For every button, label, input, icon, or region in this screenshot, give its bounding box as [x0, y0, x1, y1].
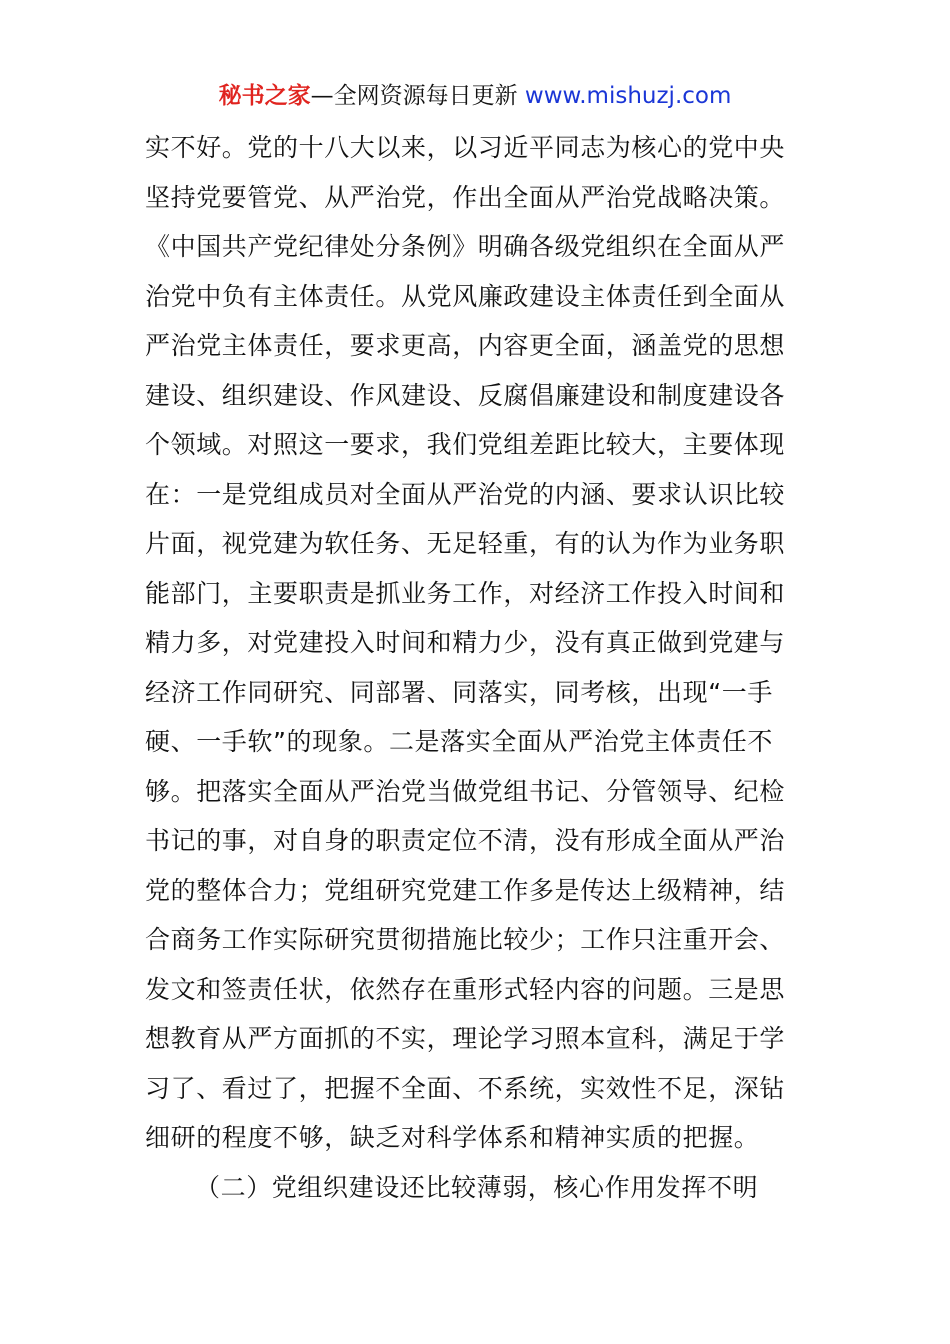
text-line: 硬、一手软”的现象。二是落实全面从严治党主体责任不: [145, 727, 773, 756]
text-line: 合商务工作实际研究贯彻措施比较少；工作只注重开会、: [145, 925, 786, 954]
site-brand: 秘书之家: [218, 83, 311, 109]
document-body: [145, 123, 810, 1212]
site-tagline: —全网资源每日更新: [310, 83, 525, 109]
text-line: 严治党主体责任，要求更高，内容更全面，涵盖党的思想: [145, 331, 786, 360]
text-line: 能部门，主要职责是抓业务工作，对经济工作投入时间和: [145, 578, 786, 608]
site-header: [0, 80, 950, 112]
text-line: 经济工作同研究、同部署、同落实，同考核，出现“一手: [145, 677, 773, 707]
text-line: 够。把落实全面从严治党当做党组书记、分管领导、纪检: [145, 776, 786, 806]
text-line: 治党中负有主体责任。从党风廉政建设主体责任到全面从: [145, 281, 786, 311]
text-line: 实不好。党的十八大以来，以习近平同志为核心的党中央: [145, 133, 786, 162]
text-line: 想教育从严方面抓的不实，理论学习照本宣科，满足于学: [145, 1024, 786, 1053]
text-line: 党的整体合力；党组研究党建工作多是传达上级精神，结: [145, 875, 786, 905]
text-line: 建设、组织建设、作风建设、反腐倡廉建设和制度建设各: [145, 380, 786, 410]
text-line: 习了、看过了，把握不全面、不系统，实效性不足，深钻: [145, 1073, 786, 1103]
text-line: 细研的程度不够，缺乏对科学体系和精神实质的把握。: [145, 1123, 760, 1152]
text-line: 精力多，对党建投入时间和精力少，没有真正做到党建与: [145, 628, 786, 657]
text-line: 发文和签责任状，依然存在重形式轻内容的问题。三是思: [145, 974, 786, 1004]
text-line: 坚持党要管党、从严治党，作出全面从严治党战略决策。: [145, 182, 786, 212]
text-line: 在：一是党组成员对全面从严治党的内涵、要求认识比较: [145, 479, 786, 509]
site-url-link[interactable]: www.mishuzj.com: [524, 83, 732, 109]
text-line: 《中国共产党纪律处分条例》明确各级党组织在全面从严: [145, 232, 786, 261]
text-line: 书记的事，对自身的职责定位不清，没有形成全面从严治: [145, 826, 786, 855]
text-line: 片面，视党建为软任务、无足轻重，有的认为作为业务职: [145, 529, 786, 558]
section-heading: （二）党组织建设还比较薄弱，核心作用发挥不明: [195, 1172, 759, 1202]
text-line: 个领域。对照这一要求，我们党组差距比较大，主要体现: [145, 430, 786, 459]
